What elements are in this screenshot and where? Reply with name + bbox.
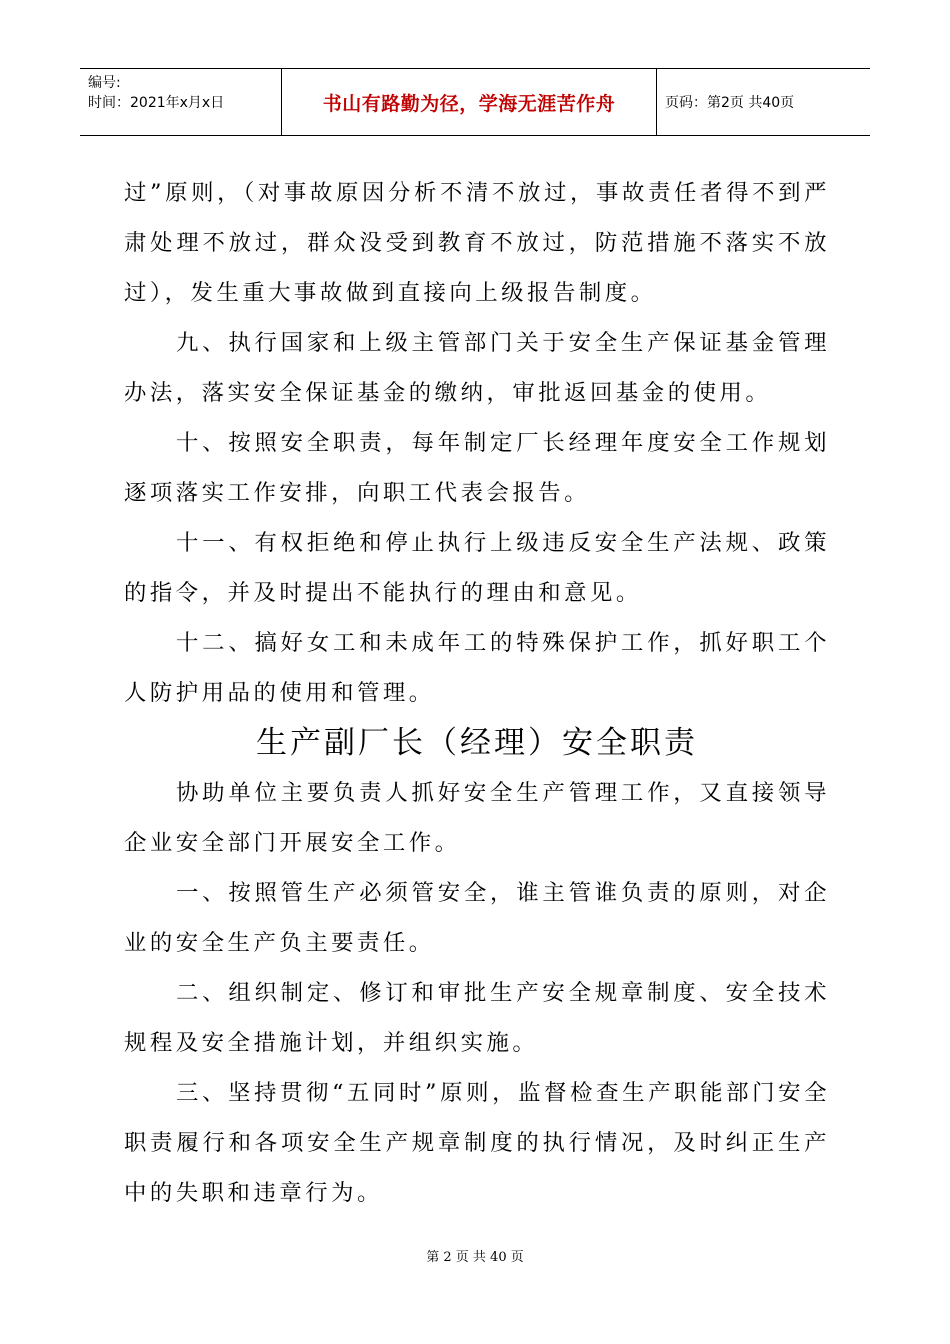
paragraph: 一、按照管生产必须管安全，谁主管谁负责的原则，对企业的安全生产负主要责任。 [124,880,830,956]
paragraph: 十、按照安全职责，每年制定厂长经理年度安全工作规划逐项落实工作安排，向职工代表会报告。 [124,430,830,506]
paragraph: 九、执行国家和上级主管部门关于安全生产保证基金管理办法，落实安全保证基金的缴纳，审批返回基金的使用。 [124,330,830,406]
document-header [80,68,870,136]
header-motto: 书山有路勤为径，学海无涯苦作舟 [282,69,657,135]
paragraph: 十二、搞好女工和未成年工的特殊保护工作，抓好职工个人防护用品的使用和管理。 [124,630,830,706]
paragraph: 二、组织制定、修订和审批生产安全规章制度、安全技术规程及安全措施计划，并组织实施。 [124,980,830,1056]
document-body [124,168,830,1218]
page-footer: 第 2 页 共 40 页 [426,1250,524,1265]
paragraph: 三、坚持贯彻“五同时”原则，监督检查生产职能部门安全职责履行和各项安全生产规章制度的执行情况，及时纠正生产中的失职和违章行为。 [124,1080,830,1206]
paragraph: 十一、有权拒绝和停止执行上级违反安全生产法规、政策的指令，并及时提出不能执行的理由和意见。 [124,530,830,606]
header-page-info: 页码：第2页 共40页 [665,95,795,111]
paragraph: 过”原则，（对事故原因分析不清不放过，事故责任者得不到严肃处理不放过，群众没受到教育不放过，防范措施不落实不放过），发生重大事故做到直接向上级报告制度。 [124,180,830,306]
document-time-label: 时间：2021年x月x日 [88,95,225,111]
section-title: 生产副厂长（经理）安全职责 [256,725,698,761]
document-number-label: 编号: [88,75,121,91]
paragraph: 协助单位主要负责人抓好安全生产管理工作，又直接领导企业安全部门开展安全工作。 [124,780,830,856]
header-meta [80,69,282,135]
